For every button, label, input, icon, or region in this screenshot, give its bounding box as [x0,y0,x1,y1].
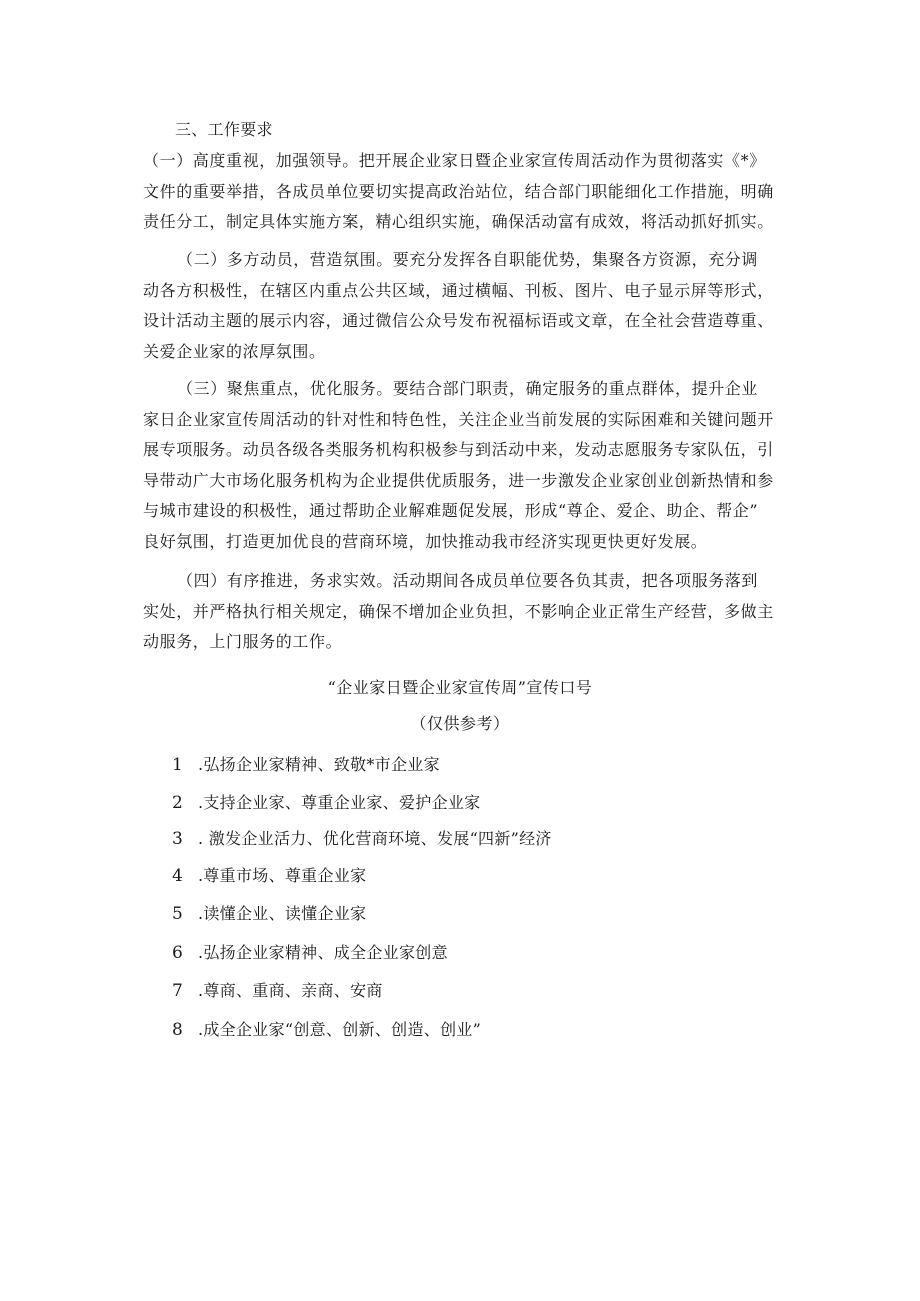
slogan-item [172,829,552,849]
paragraph-3-line-6: 良好氛围，打造更加优良的营商环境，加快推动我市经济实现更快更好发展。 [143,531,708,551]
slogan-number: 7 [172,981,184,1001]
paragraph-3 [143,374,774,557]
slogan-text: .弘扬企业家精神、致敬*市企业家 [198,755,440,774]
slogan-text: .尊重市场、尊重企业家 [198,866,367,885]
slogan-text: .读懂企业、读懂企业家 [198,904,367,923]
paragraph-1-line-1: （一）高度重视，加强领导。把开展企业家日暨企业家宣传周活动作为贯彻落实《*》 [143,151,766,170]
slogan-item [172,755,440,775]
slogan-text: .尊商、重商、亲商、安商 [198,981,383,1000]
slogan-item [172,981,383,1001]
paragraph-2-line-1: （二）多方动员，营造氛围。要充分发挥各自职能优势，集聚各方资源，充分调 [177,250,759,269]
slogan-text: .支持企业家、尊重企业家、爱护企业家 [198,793,481,812]
paragraph-1-line-3: 责任分工，制定具体实施方案，精心组织实施，确保活动富有成效，将活动抓好抓实。 [143,212,774,231]
slogan-text: . 激发企业活力、优化营商环境、发展“四新”经济 [198,829,552,848]
slogan-item [172,1020,481,1040]
paragraph-1-line-2: 文件的重要举措，各成员单位要切实提高政治站位，结合部门职能细化工作措施，明确 [143,181,774,201]
slogan-subtitle: （仅供参考） [410,714,510,733]
slogan-number: 4 [172,866,184,886]
paragraph-2-line-4: 关爱企业家的浓厚氛围。 [143,341,326,361]
slogan-number: 5 [172,904,184,924]
paragraph-2-line-3: 设计活动主题的展示内容，通过微信公众号发布祝福标语或文章，在全社会营造尊重、 [143,311,774,330]
slogan-item [172,904,366,924]
paragraph-1 [143,146,774,238]
paragraph-4-line-3: 动服务，上门服务的工作。 [143,632,343,651]
slogan-text: .成全企业家“创意、创新、创造、创业” [198,1020,482,1039]
slogan-text: .弘扬企业家精神、成全企业家创意 [198,943,448,962]
paragraph-3-line-5: 与城市建设的积极性，通过帮助企业解难题促发展，形成“尊企、爱企、助企、帮企” [143,501,759,520]
slogan-item [172,793,481,813]
paragraph-4-line-1: （四）有序推进，务求实效。活动期间各成员单位要各负其责，把各项服务落到 [177,571,759,590]
paragraph-3-line-2: 家日企业家宣传周活动的针对性和特色性，关注企业当前发展的实际困难和关键问题开 [143,409,774,429]
slogan-item [172,943,448,963]
slogan-number: 8 [172,1020,184,1040]
slogan-number: 1 [172,755,184,775]
slogan-number: 3 [172,829,184,849]
slogan-item [172,866,366,886]
section-heading: 三、工作要求 [175,120,273,139]
paragraph-3-line-3: 展专项服务。动员各级各类服务机构积极参与到活动中来，发动志愿服务专家队伍，引 [143,440,774,459]
paragraph-4-line-2: 实处，并严格执行相关规定，确保不增加企业负担，不影响企业正常生产经营，多做主 [143,601,774,621]
paragraph-3-line-4: 导带动广大市场化服务机构为企业提供优质服务，进一步激发企业家创业创新热情和参 [143,470,774,490]
paragraph-3-line-1: （三）聚焦重点，优化服务。要结合部门职责，确定服务的重点群体，提升企业 [177,379,759,398]
paragraph-4 [143,566,774,658]
slogan-number: 6 [172,943,184,963]
paragraph-2 [143,245,774,367]
paragraph-2-line-2: 动各方积极性，在辖区内重点公共区域，通过横幅、刊板、图片、电子显示屏等形式， [143,280,774,300]
slogan-number: 2 [172,793,184,813]
slogan-title: “企业家日暨企业家宣传周”宣传口号 [327,678,593,697]
